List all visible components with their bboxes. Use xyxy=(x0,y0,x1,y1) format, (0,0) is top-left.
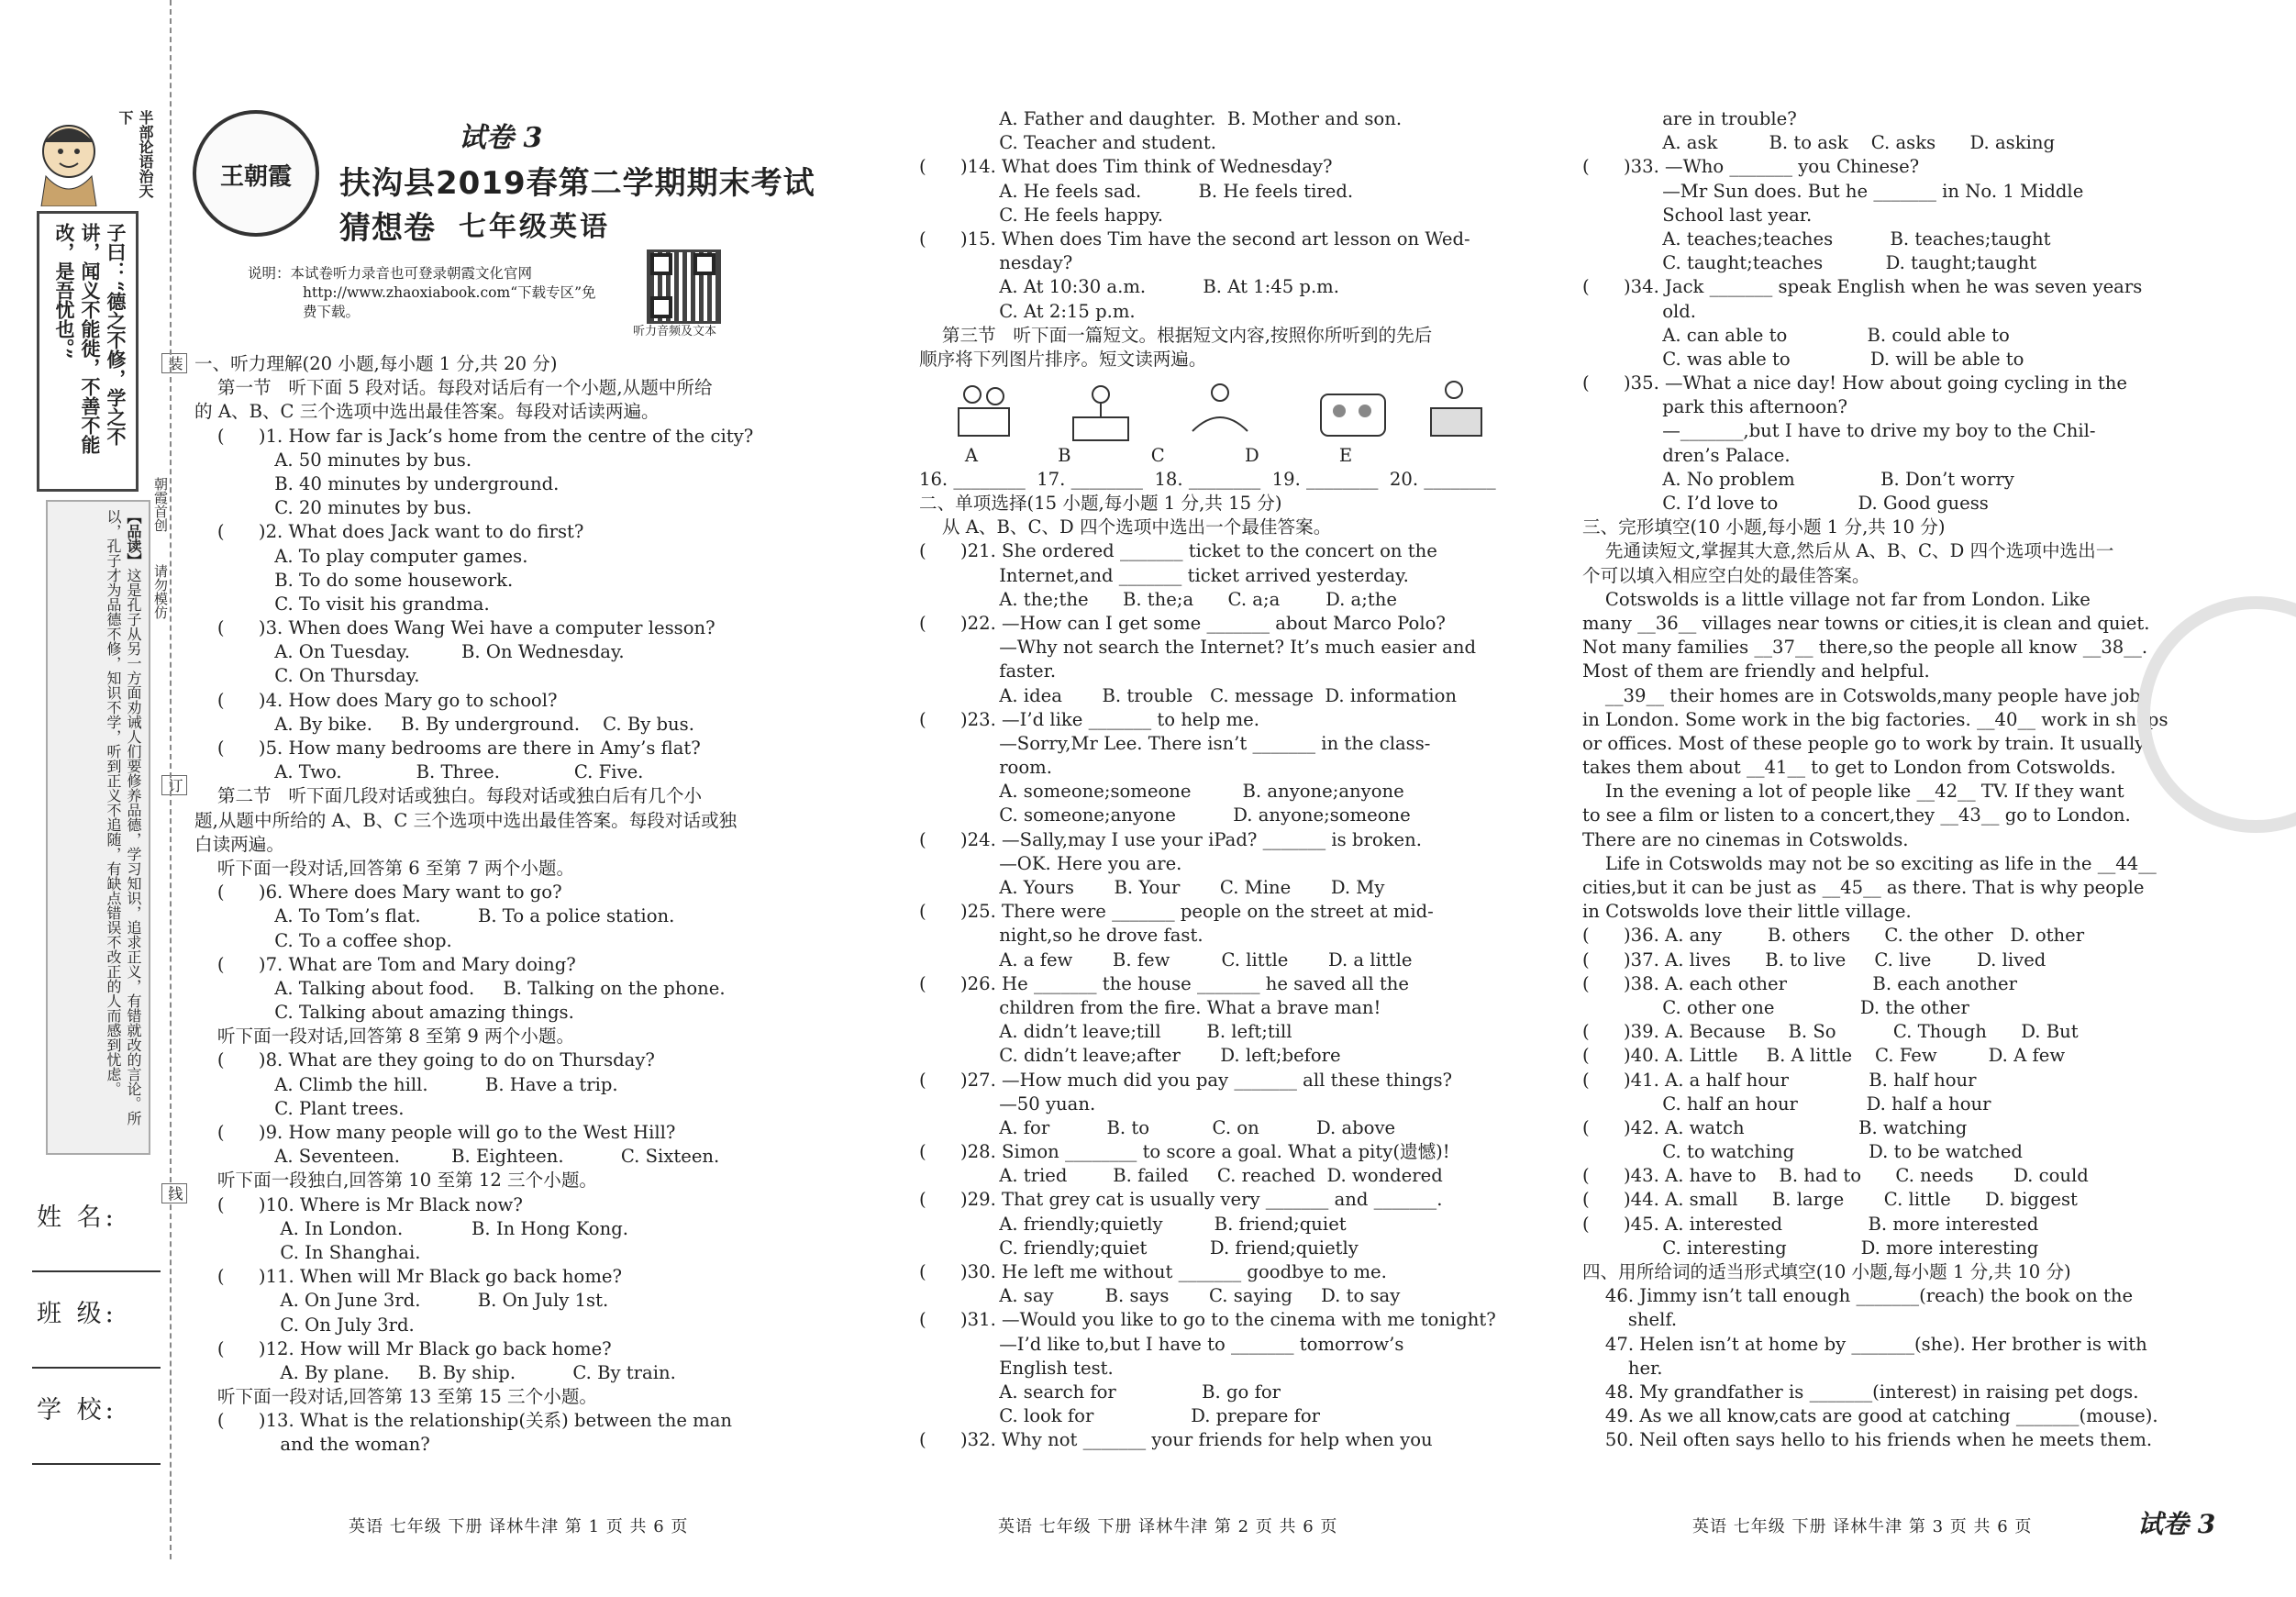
col1-line: A. By plane. B. By ship. C. By train. xyxy=(194,1361,676,1383)
col2-line: C. He feels happy. xyxy=(919,204,1163,226)
col1-line: ( )7. What are Tom and Mary doing? xyxy=(194,953,576,975)
col2-line: A B C D E xyxy=(919,444,1353,466)
col3-line: in London. Some work in the big factories. __40__ work in shops xyxy=(1582,708,2168,730)
col3-line: A. ask B. to ask C. asks D. asking xyxy=(1582,132,2056,154)
col1-line: C. Plant trees. xyxy=(194,1097,405,1119)
reading-text xyxy=(103,509,143,1147)
col3-line: A. can able to B. could able to xyxy=(1582,324,2010,346)
col1-line: 听下面一段对话,回答第 6 至第 7 两个小题。 xyxy=(194,857,575,879)
corner-ornament xyxy=(28,110,161,206)
col3-line: ( )40. A. Little B. A little C. Few D. A few xyxy=(1582,1045,2066,1067)
warning-2: 请勿模仿 xyxy=(152,564,169,619)
col3-line: dren’s Palace. xyxy=(1582,444,1791,466)
name-line[interactable] xyxy=(32,1270,161,1272)
col3-line: ( )38. A. each other B. each another xyxy=(1582,972,2017,994)
col2-line: room. xyxy=(919,757,1052,779)
col3-line: many __36__ villages near towns or cities,it is clean and quiet. xyxy=(1582,612,2150,634)
col1-line: A. On June 3rd. B. On July 1st. xyxy=(194,1290,609,1312)
col1-line: A. On Tuesday. B. On Wednesday. xyxy=(194,641,625,663)
col2-line[interactable]: Internet,and _______ ticket arrived yesterday. xyxy=(919,564,1409,586)
col3-line: or offices. Most of these people go to work by train. It usually xyxy=(1582,732,2146,754)
col2-line[interactable]: ( )22. —How can I get some _______ about Marco Polo? xyxy=(919,612,1446,634)
col3-line: 个可以填入相应空白处的最佳答案。 xyxy=(1582,564,1870,586)
col1-line: C. To a coffee shop. xyxy=(194,929,452,951)
picture-c-icon xyxy=(1192,384,1248,431)
col1-line: A. Seventeen. B. Eighteen. C. Sixteen. xyxy=(194,1146,720,1168)
col3-line: C. interesting D. more interesting xyxy=(1582,1237,2039,1259)
note xyxy=(248,264,596,322)
col3-line: ( )37. A. lives B. to live C. live D. lived xyxy=(1582,948,2046,970)
col3-line[interactable]: —_______,but I have to drive my boy to the Chil- xyxy=(1582,420,2096,442)
col1-line: ( )4. How does Mary go to school? xyxy=(194,689,558,711)
col3-line[interactable]: ( )33. —Who _______ you Chinese? xyxy=(1582,156,1920,178)
logo-text: 王朝霞 xyxy=(219,163,292,191)
col2-line: A. At 10:30 a.m. B. At 1:45 p.m. xyxy=(919,276,1339,298)
col3-line: shelf. xyxy=(1582,1309,1678,1331)
col1-line: C. On Thursday. xyxy=(194,665,420,687)
col2-line: —Why not search the Internet? It’s much easier and xyxy=(919,637,1476,659)
school-line[interactable] xyxy=(32,1463,161,1465)
column-1 xyxy=(194,352,818,1458)
col3-line: ( )44. A. small B. large C. little D. biggest xyxy=(1582,1189,2078,1211)
col2-line: A. the;the B. the;a C. a;a D. a;the xyxy=(919,588,1397,610)
col1-line: A. In London. B. In Hong Kong. xyxy=(194,1217,628,1239)
header xyxy=(183,101,826,339)
col2-line[interactable]: ( )23. —I’d like _______ to help me. xyxy=(919,708,1259,730)
col1-line: ( )2. What does Jack want to do first? xyxy=(194,521,584,543)
col3-line: C. other one D. the other xyxy=(1582,996,1969,1018)
reading-body: 这是孔子从另一方面劝诫人们要修养品德，学习知识，追求正义，有错就改的言论。所以，孔子才为品德不修，知识不学，听到正义不追随，有缺点错误不改正的人而感到忧虑。 xyxy=(105,509,142,1126)
col2-line: —OK. Here you are. xyxy=(919,852,1182,874)
col2-line: night,so he drove fast. xyxy=(919,925,1203,947)
picture-b-icon xyxy=(1073,386,1128,440)
seal-mark-3: 线 xyxy=(161,1183,187,1203)
col2-line: ( )15. When does Tim have the second art lesson on Wed- xyxy=(919,227,1470,250)
qr-code[interactable] xyxy=(647,250,721,324)
col3-line: 先通读短文,掌握其大意,然后从 A、B、C、D 四个选项中选出一 xyxy=(1582,540,2114,562)
badge: 试卷 3 xyxy=(459,122,543,154)
col2-line[interactable]: ( )24. —Sally,may I use your iPad? _______ is broken. xyxy=(919,828,1422,850)
col3-line: A. No problem B. Don’t worry xyxy=(1582,468,2014,490)
col3-line[interactable]: ( )34. Jack _______ speak English when he was seven years xyxy=(1582,276,2143,298)
col2-line: English test. xyxy=(919,1357,1114,1379)
col3-line: C. half an hour D. half a hour xyxy=(1582,1092,1991,1115)
col2-line: 第三节 听下面一篇短文。根据短文内容,按照你所听到的先后 xyxy=(919,324,1433,346)
col1-line: ( )13. What is the relationship(关系) between the man xyxy=(194,1410,733,1432)
picture-d-icon xyxy=(1321,394,1385,436)
picture-a-icon xyxy=(959,386,1009,436)
col1-line: A. Talking about food. B. Talking on the phone. xyxy=(194,977,726,999)
footer-page-3: 英语 七年级 下册 译林牛津 第 3 页 共 6 页 xyxy=(1692,1517,2033,1536)
footer-page-2: 英语 七年级 下册 译林牛津 第 2 页 共 6 页 xyxy=(998,1517,1338,1536)
note-line-1: 说明：本试卷听力录音也可登录朝霞文化官网 xyxy=(248,265,533,282)
col2-line: A. search for B. go for xyxy=(919,1381,1281,1403)
col2-line[interactable]: ( )25. There were _______ people on the street at mid- xyxy=(919,901,1434,923)
col2-line: A. didn’t leave;till B. left;till xyxy=(919,1021,1292,1043)
col2-line: C. someone;anyone D. anyone;someone xyxy=(919,804,1411,826)
col1-line: A. By bike. B. By underground. C. By bus. xyxy=(194,713,694,735)
col3-line: Cotswolds is a little village not far from London. Like xyxy=(1582,588,2091,610)
footer-page-1: 英语 七年级 下册 译林牛津 第 1 页 共 6 页 xyxy=(349,1517,689,1536)
col2-line[interactable]: ( )30. He left me without _______ goodbye to me. xyxy=(919,1261,1387,1282)
col3-line: There are no cinemas in Cotswolds. xyxy=(1582,828,1909,850)
col1-line: A. Two. B. Three. C. Five. xyxy=(194,761,644,783)
col2-line: faster. xyxy=(919,660,1057,682)
col3-line: __39__ their homes are in Cotswolds,many people have jobs xyxy=(1582,684,2150,706)
col3-line: ( )45. A. interested B. more interested xyxy=(1582,1213,2039,1235)
col1-line: C. Talking about amazing things. xyxy=(194,1002,574,1024)
col2-line: C. look for D. prepare for xyxy=(919,1405,1321,1427)
col2-line[interactable]: ( )27. —How much did you pay _______ all these things? xyxy=(919,1069,1453,1091)
page-subtitle: 七年级英语 xyxy=(459,211,610,243)
col2-line[interactable]: —Sorry,Mr Lee. There isn’t _______ in the class- xyxy=(919,732,1431,754)
corner-text: 半部论语治天下 xyxy=(116,110,154,198)
col1-line: ( )1. How far is Jack’s home from the centre of the city? xyxy=(194,425,754,447)
col2-line: C. Teacher and student. xyxy=(919,132,1217,154)
name-label: 姓 名: xyxy=(37,1203,117,1232)
quote-box xyxy=(37,211,139,492)
col2-line[interactable]: —I’d like to,but I have to _______ tomorrow’s xyxy=(919,1333,1404,1355)
col1-line: 听下面一段独白,回答第 10 至第 12 三个小题。 xyxy=(194,1170,598,1192)
col2-line: ( )14. What does Tim think of Wednesday? xyxy=(919,156,1333,178)
col1-line: B. 40 minutes by underground. xyxy=(194,472,560,494)
seal-mark-2: 订 xyxy=(161,775,187,795)
col1-line: ( )10. Where is Mr Black now? xyxy=(194,1193,523,1215)
col1-line: ( )6. Where does Mary want to go? xyxy=(194,882,562,904)
col1-line: C. 20 minutes by bus. xyxy=(194,497,472,519)
col3-line: in Cotswolds love their little village. xyxy=(1582,901,1912,923)
qr-icon xyxy=(649,252,718,321)
binding-line xyxy=(170,0,172,1559)
col3-line: her. xyxy=(1582,1357,1663,1379)
col2-line: 从 A、B、C、D 四个选项中选出一个最佳答案。 xyxy=(919,516,1332,538)
col2-line: C. didn’t leave;after D. left;before xyxy=(919,1045,1341,1067)
col1-line: 第一节 听下面 5 段对话。每段对话后有一个小题,从题中所给 xyxy=(194,377,713,399)
column-2 xyxy=(919,107,1511,1453)
col1-line: and the woman? xyxy=(194,1434,430,1456)
col2-line[interactable]: ( )29. That grey cat is usually very _______ and _______. xyxy=(919,1189,1443,1211)
col2-line: 二、单项选择(15 小题,每小题 1 分,共 15 分) xyxy=(919,493,1282,514)
col1-line: A. Climb the hill. B. Have a trip. xyxy=(194,1073,618,1095)
col3-line: Most of them are friendly and helpful. xyxy=(1582,660,1930,682)
col1-line: ( )12. How will Mr Black go back home? xyxy=(194,1337,612,1359)
page-title: 扶沟县2019春第二学期期末考试猜想卷 xyxy=(339,165,815,247)
col1-line: ( )9. How many people will go to the West Hill? xyxy=(194,1122,676,1143)
class-label: 班 级: xyxy=(37,1300,117,1328)
picture-e-icon xyxy=(1431,382,1481,436)
col3-line: takes them about __41__ to get to London from Cotswolds. xyxy=(1582,757,2116,779)
col1-line: C. In Shanghai. xyxy=(194,1241,421,1263)
col2-line: 顺序将下列图片排序。短文读两遍。 xyxy=(919,348,1207,370)
col3-line: ( )43. A. have to B. had to C. needs D. could xyxy=(1582,1165,2089,1187)
col2-line: A. friendly;quietly B. friend;quiet xyxy=(919,1213,1347,1235)
col2-line: A. idea B. trouble C. message D. information xyxy=(919,684,1457,706)
col2-line: A. Father and daughter. B. Mother and son. xyxy=(919,108,1403,129)
col2-line: children from the fire. What a brave man! xyxy=(919,996,1381,1018)
col1-line: 白读两遍。 xyxy=(194,833,284,855)
col3-line: C. taught;teaches D. taught;taught xyxy=(1582,252,2037,274)
col3-line: ( )39. A. Because B. So C. Though D. But xyxy=(1582,1021,2079,1043)
col2-line: —50 yuan. xyxy=(919,1092,1096,1115)
quote-text: 子曰：“德之不修，学之不讲，闻义不能徙，不善不能改，是吾忧也。” xyxy=(53,223,128,454)
col2-line[interactable]: ( )28. Simon ________ to score a goal. What a pity(遗憾)! xyxy=(919,1141,1450,1163)
col3-line: 50. Neil often says hello to his friends when he meets them. xyxy=(1582,1429,2153,1451)
col2-line: A. tried B. failed C. reached D. wondered xyxy=(919,1165,1443,1187)
col2-line[interactable]: ( )32. Why not _______ your friends for help when you xyxy=(919,1429,1433,1451)
col3-line: A. teaches;teaches B. teaches;taught xyxy=(1582,227,2051,250)
note-line-3: 费下载。 xyxy=(303,304,360,320)
picture-row xyxy=(945,376,1495,449)
col1-line: 一、听力理解(20 小题,每小题 1 分,共 20 分) xyxy=(194,353,558,374)
col1-line: C. On July 3rd. xyxy=(194,1314,415,1336)
class-line[interactable] xyxy=(32,1367,161,1369)
col3-line[interactable]: 47. Helen isn’t at home by _______(she). Her brother is with xyxy=(1582,1333,2147,1355)
col1-line: C. To visit his grandma. xyxy=(194,593,490,615)
col2-line: A. Yours B. Your C. Mine D. My xyxy=(919,877,1385,898)
col2-line: nesday? xyxy=(919,252,1073,274)
col3-line[interactable]: 46. Jimmy isn’t tall enough _______(reach) the book on the xyxy=(1582,1285,2134,1307)
col2-line[interactable]: ( )21. She ordered _______ ticket to the concert on the xyxy=(919,540,1437,562)
col2-line: A. for B. to C. on D. above xyxy=(919,1116,1396,1138)
note-line-2[interactable]: http://www.zhaoxiabook.com“下载专区”免 xyxy=(303,284,596,301)
col3-line: old. xyxy=(1582,300,1697,322)
col3-line: ( )41. A. a half hour B. half hour xyxy=(1582,1069,1977,1091)
logo xyxy=(193,110,319,237)
col3-line: cities,but it can be just as __45__ as there. That is why people xyxy=(1582,877,2145,898)
reading-box xyxy=(46,500,150,1155)
column-3 xyxy=(1582,107,2197,1453)
school-label: 学 校: xyxy=(37,1396,117,1425)
warning-1: 朝霞首创 xyxy=(152,477,169,532)
col3-line: ( )35. —What a nice day! How about going cycling in the xyxy=(1582,372,2127,394)
col3-line[interactable]: 48. My grandfather is _______(interest) in raising pet dogs. xyxy=(1582,1381,2139,1403)
col3-line[interactable]: —Mr Sun does. But he _______ in No. 1 Middle xyxy=(1582,180,2084,202)
col3-line: 三、完形填空(10 小题,每小题 1 分,共 10 分) xyxy=(1582,516,1946,538)
col3-line: park this afternoon? xyxy=(1582,396,1848,418)
seal-mark-1: 装 xyxy=(161,353,187,373)
col3-line[interactable]: 49. As we all know,cats are good at catching _______(mouse). xyxy=(1582,1405,2158,1427)
col2-line: ( )31. —Would you like to go to the cinema with me tonight? xyxy=(919,1309,1496,1331)
col3-line: C. was able to D. will be able to xyxy=(1582,348,2024,370)
col3-line: School last year. xyxy=(1582,204,1813,226)
col3-line: C. I’d love to D. Good guess xyxy=(1582,493,1989,514)
col2-line: C. At 2:15 p.m. xyxy=(919,300,1136,322)
col1-line: ( )11. When will Mr Black go back home? xyxy=(194,1266,623,1288)
col3-line: ( )42. A. watch B. watching xyxy=(1582,1116,1968,1138)
col2-line[interactable]: 16. ________ 17. ________ 18. ________ 19. ________ 20. ________ xyxy=(919,468,1496,490)
col2-line[interactable]: ( )26. He _______ the house _______ he saved all the xyxy=(919,972,1409,994)
col2-line: A. He feels sad. B. He feels tired. xyxy=(919,180,1354,202)
col3-line: 四、用所给词的适当形式填空(10 小题,每小题 1 分,共 10 分) xyxy=(1582,1261,2071,1282)
col3-line: C. to watching D. to be watched xyxy=(1582,1141,2023,1163)
col1-line: A. To Tom’s flat. B. To a police station. xyxy=(194,905,675,927)
col1-line: ( )5. How many bedrooms are there in Amy’s flat? xyxy=(194,738,701,759)
col3-line: ( )36. A. any B. others C. the other D. other xyxy=(1582,925,2085,947)
col2-line: A. say B. says C. saying D. to say xyxy=(919,1285,1401,1307)
reading-title: 【品读】 xyxy=(125,509,142,568)
col3-line: Life in Cotswolds may not be so exciting as life in the __44__ xyxy=(1582,852,2157,874)
col2-line: A. a few B. few C. little D. a little xyxy=(919,948,1413,970)
col1-line: A. To play computer games. xyxy=(194,545,528,567)
col2-line: A. someone;someone B. anyone;anyone xyxy=(919,781,1404,803)
col3-line: are in trouble? xyxy=(1582,108,1797,129)
col3-line: In the evening a lot of people like __42__ TV. If they want xyxy=(1582,781,2124,803)
col1-line: ( )3. When does Wang Wei have a computer lesson? xyxy=(194,617,715,639)
col3-line: Not many families __37__ there,so the people all know __38__. xyxy=(1582,637,2148,659)
col1-line: 题,从题中所给的 A、B、C 三个选项中选出最佳答案。每段对话或独 xyxy=(194,809,738,831)
col1-line: 的 A、B、C 三个选项中选出最佳答案。每段对话读两遍。 xyxy=(194,401,660,423)
left-strip xyxy=(0,0,183,1597)
col1-line: 第二节 听下面几段对话或独白。每段对话或独白后有几个小 xyxy=(194,785,703,807)
col1-line: ( )8. What are they going to do on Thursday? xyxy=(194,1049,655,1071)
col1-line: A. 50 minutes by bus. xyxy=(194,449,472,471)
footer-badge: 试卷 3 xyxy=(2137,1509,2216,1539)
col2-line: C. friendly;quiet D. friend;quietly xyxy=(919,1237,1359,1259)
col3-line: to see a film or listen to a concert,they __43__ go to London. xyxy=(1582,804,2131,826)
listening-pictures xyxy=(945,376,1495,449)
qr-caption: 听力音频及文本 xyxy=(633,325,717,338)
col1-line: B. To do some housework. xyxy=(194,569,514,591)
col1-line: 听下面一段对话,回答第 13 至第 15 三个小题。 xyxy=(194,1386,598,1408)
col1-line: 听下面一段对话,回答第 8 至第 9 两个小题。 xyxy=(194,1026,575,1048)
